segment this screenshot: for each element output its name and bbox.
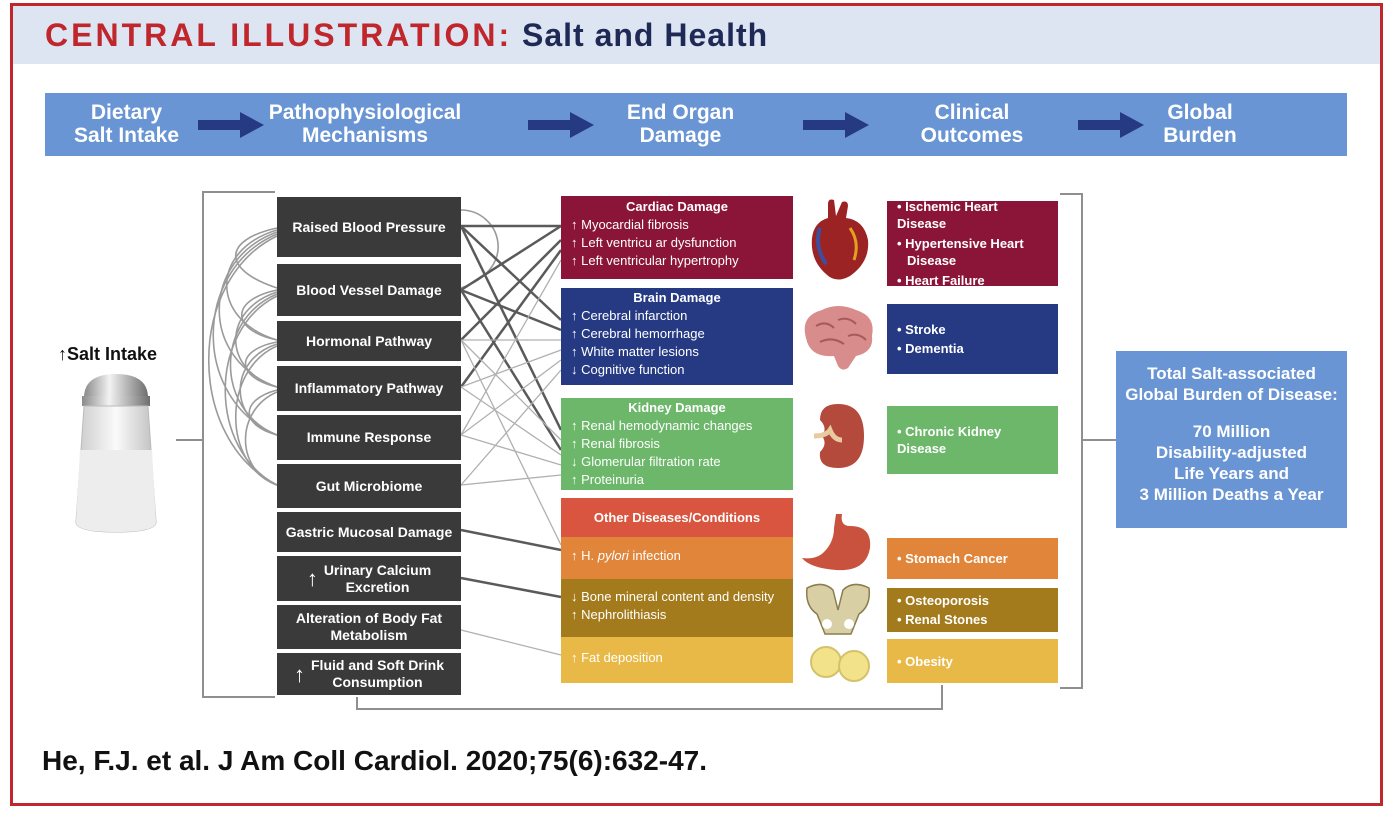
kidney-outcomes-box: • Chronic Kidney Disease xyxy=(887,406,1058,474)
bone-outcomes-box: • Osteoporosis • Renal Stones xyxy=(887,588,1058,632)
cardiac-outcomes-box: • Ischemic Heart Disease • Hypertensive Heart Disease • Heart Failure xyxy=(887,201,1058,286)
global-burden-box: Total Salt-associated Global Burden of Disease: 70 Million Disability-adjusted Life Years and 3 Million Deaths a Year xyxy=(1116,351,1347,528)
mechanism-gastric-mucosal-damage: Gastric Mucosal Damage xyxy=(277,512,461,552)
salt-shaker-icon xyxy=(70,370,162,536)
flow-step-burden: Global Burden xyxy=(1163,101,1237,147)
mechanism-blood-vessel-damage: Blood Vessel Damage xyxy=(277,264,461,316)
kidney-damage-box: Kidney Damage ↑ Renal hemodynamic changes ↑ Renal fibrosis ↓ Glomerular filtration rate ↑ Proteinuria xyxy=(561,398,793,490)
mechanism-urinary-calcium: ↑ Urinary Calcium Excretion xyxy=(277,556,461,601)
brain-damage-box: Brain Damage ↑ Cerebral infarction ↑ Cerebral hemorrhage ↑ White matter lesions ↓ Cognitive function xyxy=(561,288,793,385)
fat-deposition-row: ↑ Fat deposition xyxy=(561,637,793,683)
other-conditions-header: Other Diseases/Conditions xyxy=(561,498,793,537)
stomach-icon xyxy=(800,512,876,576)
mechanism-fluid-consumption: ↑ Fluid and Soft Drink Consumption xyxy=(277,653,461,695)
brain-outcomes-box: • Stroke • Dementia xyxy=(887,304,1058,374)
kidney-icon xyxy=(808,400,868,472)
outcome-bracket xyxy=(1060,194,1082,688)
mechanism-raised-blood-pressure: Raised Blood Pressure xyxy=(277,197,461,257)
salt-intake-label: ↑Salt Intake xyxy=(58,344,158,364)
mechanism-inflammatory-pathway: Inflammatory Pathway xyxy=(277,366,461,411)
mechanism-organ-links xyxy=(461,226,561,597)
citation: He, F.J. et al. J Am Coll Cardiol. 2020;75(6):632-47. xyxy=(42,745,707,776)
pelvis-icon xyxy=(803,580,873,638)
stomach-outcomes-box: • Stomach Cancer xyxy=(887,538,1058,579)
mechanism-hormonal-pathway: Hormonal Pathway xyxy=(277,321,461,361)
mechanism-immune-response: Immune Response xyxy=(277,415,461,460)
pylori-infection-row: ↑ H. pylori infection xyxy=(561,537,793,579)
heart-icon xyxy=(806,198,874,282)
flow-step-dietary: Dietary Salt Intake xyxy=(73,101,180,147)
bone-kidney-row: ↓ Bone mineral content and density ↑ Nephrolithiasis xyxy=(561,579,793,637)
cardiac-damage-box: Cardiac Damage ↑ Myocardial fibrosis ↑ Left ventricu ar dysfunction ↑ Left ventricular hypertrophy xyxy=(561,196,793,279)
flow-step-clinical: Clinical Outcomes xyxy=(920,101,1024,147)
brain-icon xyxy=(798,302,878,374)
title-main: Salt and Health xyxy=(522,17,769,53)
flow-step-mechanisms: Pathophysiological Mechanisms xyxy=(268,101,462,147)
mechanism-body-fat-metabolism: Alteration of Body Fat Metabolism xyxy=(277,605,461,649)
title-prefix: CENTRAL ILLUSTRATION: xyxy=(45,17,513,53)
fat-outcomes-box: • Obesity xyxy=(887,639,1058,683)
fat-cell-icon xyxy=(808,642,872,686)
mechanism-gut-microbiome: Gut Microbiome xyxy=(277,464,461,508)
flow-step-organ-damage: End Organ Damage xyxy=(626,101,735,147)
